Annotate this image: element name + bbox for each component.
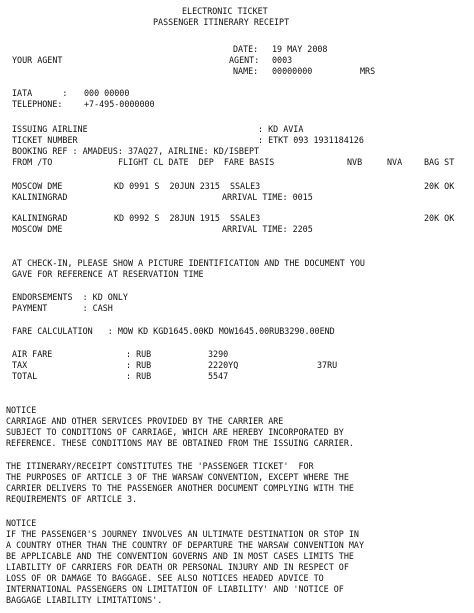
ticket-number-value: : ETKT 093 1931184126: [258, 135, 364, 145]
flight-header-nvb: NVB: [347, 157, 363, 167]
flight-1-arrival: ARRIVAL TIME: 0015: [222, 192, 313, 202]
itinerary-line-1: THE ITINERARY/RECEIPT CONSTITUTES THE 'PASSENGER TICKET' FOR: [6, 461, 314, 471]
fare-label: AIR FARE: [12, 349, 53, 359]
checkin-line-2: GAVE FOR REFERENCE AT RESERVATION TIME: [12, 269, 204, 279]
total-currency: : RUB: [126, 371, 152, 381]
telephone-value: +7-495-0000000: [84, 99, 155, 109]
flight-2-from: KALININGRAD: [12, 213, 68, 223]
tax-currency: : RUB: [126, 360, 152, 370]
ticket-number-label: TICKET NUMBER: [12, 135, 78, 145]
itinerary-line-2: THE PURPOSES OF ARTICLE 3 OF THE WARSAW CONVENTION, EXCEPT WHERE THE: [6, 472, 349, 482]
endorsements: ENDORSEMENTS : KD ONLY: [12, 292, 128, 302]
flight-2-details: KD 0992 S 28JUN 1915 SSALE3: [114, 213, 261, 223]
notice-1-line-3: REFERENCE. THESE CONDITIONS MAY BE OBTAINED FROM THE ISSUING CARRIER.: [6, 438, 354, 448]
notice-2-line-2: A COUNTRY OTHER THAN THE COUNTRY OF DEPARTURE THE WARSAW CONVENTION MAY: [6, 540, 364, 550]
total-amount: 5547: [208, 371, 229, 381]
checkin-line-1: AT CHECK-IN, PLEASE SHOW A PICTURE IDENTIFICATION AND THE DOCUMENT YOU: [12, 258, 365, 268]
flight-header-bag: BAG ST: [424, 157, 455, 167]
notice-2-line-7: BAGGAGE LIABILITY LIMITATIONS'.: [6, 595, 163, 605]
flight-header-fromto: FROM /TO: [12, 157, 53, 167]
iata-label: IATA :: [12, 88, 68, 98]
notice-1-line-2: SUBJECT TO CONDITIONS OF CARRIAGE, WHICH ARE HEREBY INCORPORATED BY: [6, 427, 344, 437]
notice-1-heading: NOTICE: [6, 405, 37, 415]
booking-ref: BOOKING REF : AMADEUS: 37AQ27, AIRLINE: KD/ISBEPT: [12, 146, 260, 156]
itinerary-line-3: CARRIER DELIVERS TO THE PASSENGER ANOTHER DOCUMENT COMPLYING WITH THE: [6, 483, 354, 493]
document-subtitle: PASSENGER ITINERARY RECEIPT: [153, 17, 290, 27]
fare-currency: : RUB: [126, 349, 152, 359]
notice-2-line-4: LIABILITY OF CARRIERS FOR DEATH OR PERSONAL INJURY AND IN RESPECT OF: [6, 562, 349, 572]
agent-label: AGENT:: [229, 55, 260, 65]
telephone-label: TELEPHONE:: [12, 99, 63, 109]
iata-value: 000 00000: [84, 88, 130, 98]
fare-calculation: FARE CALCULATION : MOW KD KGD1645.00KD MOW1645.00RUB3290.00END: [12, 326, 335, 336]
tax-label: TAX: [12, 360, 28, 370]
flight-1-from: MOSCOW DME: [12, 181, 63, 191]
tax-amount: 2220YQ: [208, 360, 239, 370]
agent-value: 0003: [272, 55, 293, 65]
notice-2-line-6: INTERNATIONAL PASSENGERS ON LIMITATION OF LIABILITY' AND 'NOTICE OF: [6, 584, 344, 594]
fare-amount: 3290: [208, 349, 229, 359]
itinerary-line-4: REQUIREMENTS OF ARTICLE 3.: [6, 494, 138, 504]
flight-2-arrival: ARRIVAL TIME: 2205: [222, 224, 313, 234]
flight-2-bag: 20K OK: [424, 213, 455, 223]
document-title: ELECTRONIC TICKET: [182, 6, 268, 16]
flight-1-details: KD 0991 S 20JUN 2315 SSALE3: [114, 181, 261, 191]
notice-1-line-1: CARRIAGE AND OTHER SERVICES PROVIDED BY THE CARRIER ARE: [6, 416, 284, 426]
flight-2-to: MOSCOW DME: [12, 224, 63, 234]
passenger-title: MRS: [360, 66, 376, 76]
date-label: DATE:: [233, 44, 259, 54]
name-label: NAME:: [233, 66, 259, 76]
notice-2-line-5: LOSS OF OR DAMAGE TO BAGGAGE. SEE ALSO NOTICES HEADED ADVICE TO: [6, 573, 324, 583]
flight-1-to: KALININGRAD: [12, 192, 68, 202]
name-value: 00000000: [272, 66, 313, 76]
issuing-airline-label: ISSUING AIRLINE: [12, 124, 88, 134]
flight-header-nva: NVA: [387, 157, 403, 167]
your-agent-label: YOUR AGENT: [12, 55, 63, 65]
issuing-airline-value: : KD AVIA: [258, 124, 304, 134]
payment: PAYMENT : CASH: [12, 303, 113, 313]
flight-1-bag: 20K OK: [424, 181, 455, 191]
notice-2-line-1: IF THE PASSENGER'S JOURNEY INVOLVES AN ULTIMATE DESTINATION OR STOP IN: [6, 529, 359, 539]
total-label: TOTAL: [12, 371, 38, 381]
date-value: 19 MAY 2008: [272, 44, 328, 54]
tax-extra: 37RU: [317, 360, 338, 370]
notice-2-heading: NOTICE: [6, 518, 37, 528]
notice-2-line-3: BE APPLICABLE AND THE CONVENTION GOVERNS AND IN MOST CASES LIMITS THE: [6, 551, 354, 561]
flight-header-flight: FLIGHT CL DATE DEP FARE BASIS: [118, 157, 275, 167]
